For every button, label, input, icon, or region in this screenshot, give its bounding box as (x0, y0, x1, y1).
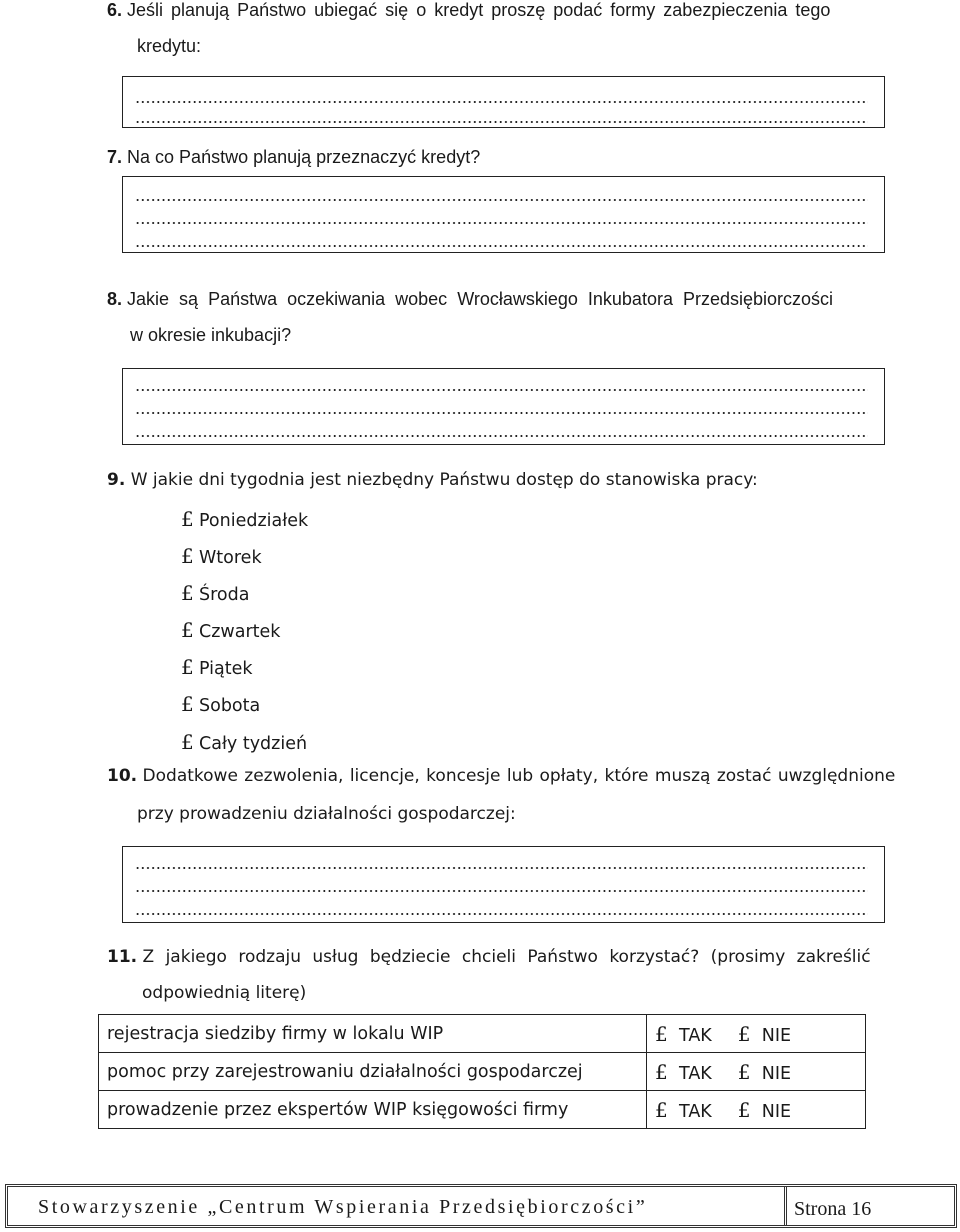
dotted-line (135, 389, 868, 391)
no-label[interactable]: NIE (761, 1063, 792, 1084)
table-row (99, 1053, 866, 1091)
checkbox-icon[interactable]: £ (181, 507, 194, 531)
checkbox-icon[interactable]: £ (655, 1059, 668, 1084)
question-text: Dodatkowe zezwolenia, licencje, koncesje lub opłaty, które muszą zostać uwzględnione (142, 766, 896, 786)
service-label: pomoc przy zarejestrowaniu działalności gospodarczej (99, 1053, 647, 1091)
question-text-continued: odpowiednią literę) (142, 983, 307, 1003)
question-text-continued: przy prowadzeniu działalności gospodarczej: (137, 804, 516, 824)
checkbox-icon[interactable]: £ (181, 618, 194, 642)
question-11 (107, 947, 871, 1003)
question-8 (107, 289, 834, 345)
question-text: W jakie dni tygodnia jest niezbędny Państwu dostęp do stanowiska pracy: (130, 470, 758, 490)
checkbox-icon[interactable]: £ (181, 544, 194, 568)
organization-name: Stowarzyszenie „Centrum Wspierania Przedsiębiorczości” (38, 1196, 648, 1218)
question-number: 7. (107, 147, 123, 167)
checkbox-icon[interactable]: £ (737, 1059, 751, 1084)
day-label: Piątek (199, 659, 253, 679)
checkbox-icon[interactable]: £ (737, 1097, 751, 1122)
day-label: Poniedziałek (199, 511, 309, 531)
dotted-line (135, 890, 868, 892)
yes-label[interactable]: TAK (679, 1025, 712, 1046)
yes-label[interactable]: TAK (679, 1063, 712, 1084)
question-text-continued: w okresie inkubacji? (130, 325, 292, 345)
no-label[interactable]: NIE (761, 1025, 792, 1046)
service-label: prowadzenie przez ekspertów WIP księgowości firmy (99, 1091, 647, 1129)
question-number: 11. (107, 947, 138, 967)
question-text: Jakie są Państwa oczekiwania wobec Wrocławskiego Inkubatora Przedsiębiorczości (127, 289, 834, 309)
day-option-thursday[interactable] (181, 618, 280, 642)
service-label: rejestracja siedziby firmy w lokalu WIP (99, 1015, 647, 1053)
question-number: 9. (107, 470, 126, 490)
dotted-line (135, 222, 868, 224)
answer-box-q6[interactable] (122, 76, 885, 128)
day-option-wednesday[interactable] (181, 581, 249, 605)
question-text: Jeśli planują Państwo ubiegać się o kredyt proszę podać formy zabezpieczenia tego (127, 0, 831, 20)
checkbox-icon[interactable]: £ (737, 1021, 751, 1046)
day-option-monday[interactable] (181, 507, 308, 531)
checkbox-icon[interactable]: £ (655, 1021, 668, 1046)
checkbox-icon[interactable]: £ (181, 581, 194, 605)
dotted-line (135, 435, 868, 437)
dotted-line (135, 913, 868, 915)
no-label[interactable]: NIE (761, 1101, 792, 1122)
dotted-line (135, 245, 868, 247)
answer-box-q10[interactable] (122, 846, 885, 923)
service-choice (647, 1091, 866, 1129)
day-option-saturday[interactable] (181, 692, 260, 716)
page-footer (5, 1184, 957, 1228)
services-table (98, 1014, 866, 1129)
day-label: Cały tydzień (199, 734, 308, 754)
table-row (99, 1091, 866, 1129)
answer-box-q8[interactable] (122, 368, 885, 445)
dotted-line (135, 199, 868, 201)
checkbox-icon[interactable]: £ (655, 1097, 668, 1122)
question-6 (107, 0, 831, 56)
question-text: Z jakiego rodzaju usług będziecie chcieli Państwo korzystać? (prosimy zakreślić (142, 947, 871, 967)
question-10 (107, 766, 896, 824)
question-number: 6. (107, 0, 123, 20)
day-option-friday[interactable] (181, 655, 253, 679)
page-number: Strona 16 (794, 1198, 872, 1220)
checkbox-icon[interactable]: £ (181, 655, 194, 679)
answer-box-q7[interactable] (122, 176, 885, 253)
question-9 (107, 470, 758, 490)
service-choice (647, 1015, 866, 1053)
day-label: Wtorek (199, 548, 262, 568)
question-text-continued: kredytu: (137, 36, 202, 56)
checkbox-icon[interactable]: £ (181, 730, 194, 754)
dotted-line (135, 412, 868, 414)
day-label: Sobota (199, 696, 261, 716)
service-choice (647, 1053, 866, 1091)
question-text: Na co Państwo planują przeznaczyć kredyt? (127, 147, 481, 167)
table-row (99, 1015, 866, 1053)
yes-label[interactable]: TAK (679, 1101, 712, 1122)
checkbox-icon[interactable]: £ (181, 692, 194, 716)
day-label: Czwartek (199, 622, 281, 642)
footer-divider (784, 1187, 787, 1225)
dotted-line (135, 121, 868, 123)
day-option-whole-week[interactable] (181, 730, 307, 754)
dotted-line (135, 867, 868, 869)
question-7 (107, 147, 480, 167)
day-option-tuesday[interactable] (181, 544, 262, 568)
question-number: 10. (107, 766, 138, 786)
day-label: Środa (199, 585, 250, 605)
dotted-line (135, 101, 868, 103)
question-number: 8. (107, 289, 123, 309)
